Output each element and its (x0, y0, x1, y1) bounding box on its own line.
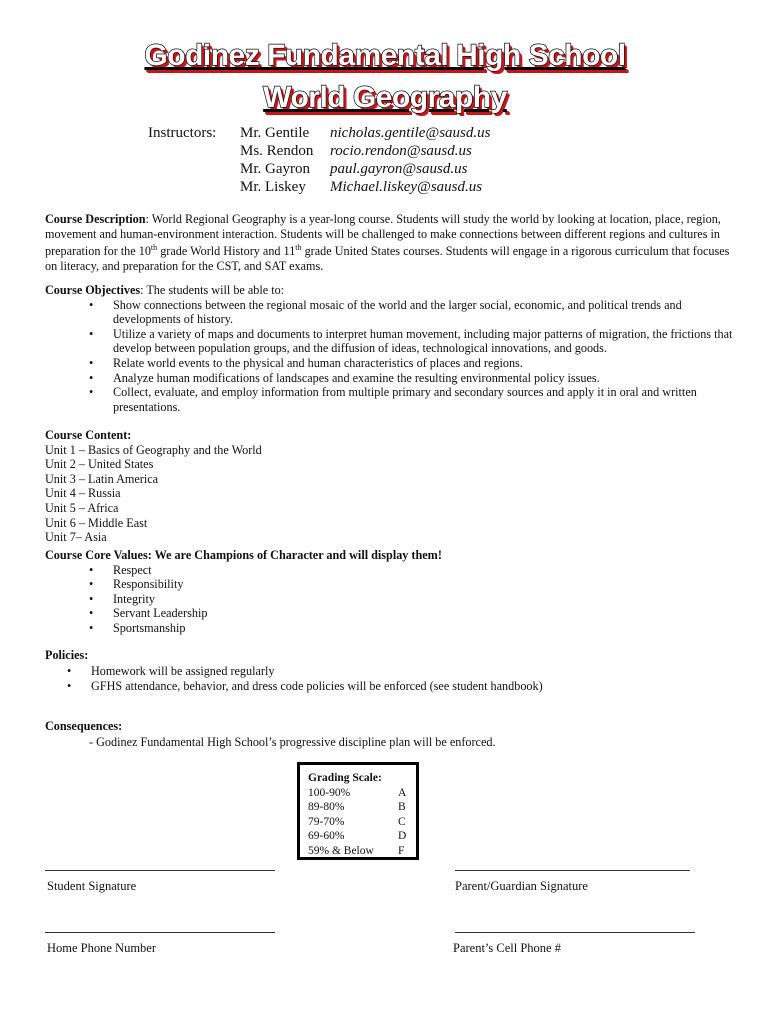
description-text-c: grade United States courses. Students will engage in a rigorous curriculum that focuses on literacy, and preparation for the CST, and SAT exams. (45, 244, 730, 273)
description-text-b: grade World History and 11 (157, 244, 296, 259)
student-signature-line[interactable] (45, 870, 275, 871)
consequences-text: - Godinez Fundamental High School’s progressive discipline plan will be enforced. (89, 734, 496, 749)
policies (45, 648, 735, 695)
list-item (45, 606, 735, 621)
bullet-icon: • (89, 297, 94, 312)
home-phone-line[interactable] (45, 932, 275, 933)
grade-range: 69-60% (308, 830, 345, 842)
content-label: Course Content: (45, 428, 132, 442)
list-item (45, 664, 735, 680)
unit-item: Unit 4 – Russia (45, 486, 121, 501)
grade-range: 79-70% (308, 815, 345, 828)
grade-range: 100-90% (308, 786, 351, 799)
grade-row (308, 815, 416, 830)
instructor-name: Mr. Liskey (240, 179, 306, 195)
parent-cell-line[interactable] (455, 932, 695, 933)
school-title: Godinez Fundamental High School (144, 39, 626, 72)
list-item (45, 385, 735, 414)
grade-row (308, 786, 416, 801)
bullet-icon: • (89, 591, 94, 606)
description-text-a: : World Regional Geography is a year-long course. Students will study the world by looking at location, place, region, movement and human-environment interaction. Students will be challenged to make connections between different regions and cultures in preparation for the 10 (45, 212, 721, 259)
objective-text: Collect, evaluate, and employ information from multiple primary and secondary sources and apply it in oral and written presentations. (113, 385, 697, 414)
objective-text: Show connections between the regional mosaic of the world and the larger social, economic, and political trends and developments of history. (113, 297, 682, 327)
core-values (45, 548, 735, 636)
bullet-icon: • (89, 385, 94, 400)
list-item (45, 679, 735, 695)
bullet-icon: • (89, 562, 94, 577)
bullet-icon: • (89, 577, 94, 592)
units-list (45, 443, 735, 545)
list-item (45, 327, 735, 356)
grade-row (308, 829, 416, 844)
values-label: Course Core Values: We are Champions of Character and will display them! (45, 548, 442, 562)
course-content (45, 428, 735, 545)
objectives-label: Course Objectives (45, 283, 141, 297)
grade-letter: F (398, 844, 405, 857)
objective-text: Utilize a variety of maps and documents to interpret human movement, including major patterns of migration, the frictions that develop between population groups, and the diffusion of ideas, technological innovations, and goods. (113, 326, 733, 356)
objective-text: Analyze human modifications of landscapes and examine the resulting environmental policy issues. (113, 370, 600, 385)
list-item (45, 621, 735, 636)
list-item (45, 563, 735, 578)
instructor-email: rocio.rendon@sausd.us (330, 143, 472, 159)
bullet-icon: • (67, 679, 72, 693)
bullet-icon: • (67, 663, 72, 678)
grade-range: 89-80% (308, 801, 345, 813)
bullet-icon: • (89, 326, 94, 341)
instructor-name: Ms. Rendon (240, 143, 314, 159)
description-paragraph (45, 212, 735, 273)
description-sup-1: th (150, 243, 158, 253)
course-objectives (45, 283, 735, 414)
objectives-heading (45, 283, 735, 298)
value-text: Sportsmanship (113, 620, 186, 635)
objectives-list (45, 298, 735, 415)
instructor-name: Mr. Gentile (240, 125, 310, 141)
policies-label: Policies: (45, 648, 89, 662)
unit-item: Unit 2 – United States (45, 457, 154, 472)
grade-range: 59% & Below (308, 844, 374, 857)
value-text: Responsibility (113, 577, 184, 592)
bullet-icon: • (89, 355, 94, 370)
parent-signature-label: Parent/Guardian Signature (455, 879, 588, 893)
policy-text: Homework will be assigned regularly (91, 663, 275, 678)
policy-text: GFHS attendance, behavior, and dress code policies will be enforced (see student handbook) (91, 679, 543, 693)
value-text: Servant Leadership (113, 606, 208, 621)
value-text: Integrity (113, 591, 155, 606)
course-description (45, 212, 735, 273)
grade-letter: A (398, 786, 407, 799)
student-signature-label: Student Signature (47, 879, 137, 893)
instructor-name: Mr. Gayron (240, 161, 310, 177)
unit-item: Unit 6 – Middle East (45, 515, 148, 530)
list-item (45, 371, 735, 386)
unit-item: Unit 3 – Latin America (45, 471, 159, 486)
description-sup-2: th (295, 243, 302, 253)
unit-item: Unit 5 – Africa (45, 500, 119, 515)
unit-item: Unit 7– Asia (45, 530, 107, 545)
description-label: Course Description (45, 212, 146, 226)
list-item (45, 592, 735, 607)
values-list (45, 563, 735, 636)
list-item (45, 577, 735, 592)
unit-item: Unit 1 – Basics of Geography and the World (45, 442, 262, 457)
home-phone-label: Home Phone Number (47, 941, 157, 955)
instructor-email: nicholas.gentile@sausd.us (330, 125, 491, 141)
value-text: Respect (113, 562, 152, 577)
grading-title: Grading Scale: (308, 772, 382, 784)
objectives-intro: : The students will be able to: (140, 283, 285, 297)
instructor-names (240, 124, 330, 196)
instructors-label: Instructors: (148, 125, 217, 141)
list-item (45, 356, 735, 371)
instructor-emails (330, 124, 570, 196)
grade-letter: D (398, 830, 407, 842)
policies-list (45, 664, 735, 695)
bullet-icon: • (89, 620, 94, 635)
course-title: World Geography (263, 81, 507, 114)
grade-row (308, 800, 416, 815)
grade-letter: C (398, 815, 406, 828)
parent-cell-label: Parent’s Cell Phone # (453, 941, 561, 955)
list-item (45, 298, 735, 327)
bullet-icon: • (89, 370, 94, 385)
objective-text: Relate world events to the physical and human characteristics of places and regions. (113, 355, 523, 370)
grading-scale-box (297, 762, 419, 860)
consequences-label: Consequences: (45, 719, 123, 733)
bullet-icon: • (89, 606, 94, 621)
consequences (45, 719, 735, 750)
grade-letter: B (398, 801, 406, 813)
parent-signature-line[interactable] (455, 870, 690, 871)
grade-row (308, 844, 416, 859)
instructor-email: paul.gayron@sausd.us (330, 161, 468, 177)
instructor-email: Michael.liskey@sausd.us (330, 179, 483, 195)
